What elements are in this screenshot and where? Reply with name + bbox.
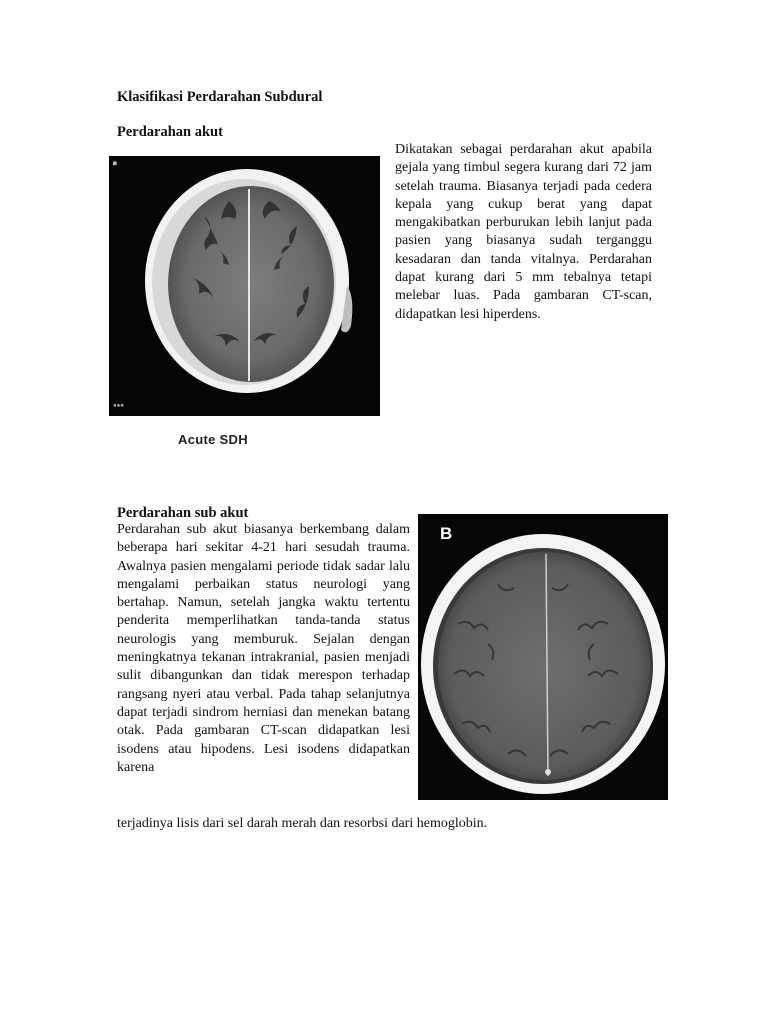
page-title: Klasifikasi Perdarahan Subdural <box>117 89 323 105</box>
brain-ct-icon <box>418 514 668 800</box>
scan-corner-mark: ▪▪▪ <box>113 402 124 409</box>
section-heading-subacute: Perdarahan sub akut <box>117 505 249 521</box>
scan-corner-mark: ■ <box>113 160 117 167</box>
paragraph-acute: Dikatakan sebagai perdarahan akut apabila gejala yang timbul segera kurang dari 72 jam setelah trauma. Biasanya terjadi pada cedera kepala yang cukup berat yang dapat mengakibatkan perburukan lebih lanjut pada pasien yang biasanya sudah terganggu kesadaran dan tanda vitalnya. Perdarahan dapat kurang dari 5 mm tebalnya tetapi melebar luas. Pada gambaran CT-scan, didapatkan lesi hiperdens. <box>395 142 652 322</box>
paragraph-subacute: Perdarahan sub akut biasanya berkembang dalam beberapa hari sekitar 4-21 hari sesudah trauma. Awalnya pasien mengalami periode tidak sadar lalu mengalami perbaikan status neurologi yang bertahap. Namun, setelah jangka waktu tertentu penderita memperlihatkan tanda-tanda status neurologis yang memburuk. Sejalan dengan meningkatnya tekanan intrakranial, pasien menjadi sulit dibangunkan dan tidak merespon terhadap rangsang nyeri atau verbal. Pada tahap selanjutnya dapat terjadi sindrom herniasi dan menekan batang otak. Pada gambaran CT-scan didapatkan lesi isodens atau hipodens. Lesi isodens didapatkan karena <box>117 522 410 775</box>
ct-scan-acute-image <box>109 156 380 416</box>
section-heading-acute: Perdarahan akut <box>117 124 223 140</box>
paragraph-subacute-tail: terjadinya lisis dari sel darah merah dan resorbsi dari hemoglobin. <box>117 816 488 831</box>
image-caption: Acute SDH <box>178 432 248 447</box>
ct-scan-subacute-image <box>418 514 668 800</box>
brain-ct-icon <box>109 156 380 416</box>
panel-label: B <box>440 524 453 543</box>
